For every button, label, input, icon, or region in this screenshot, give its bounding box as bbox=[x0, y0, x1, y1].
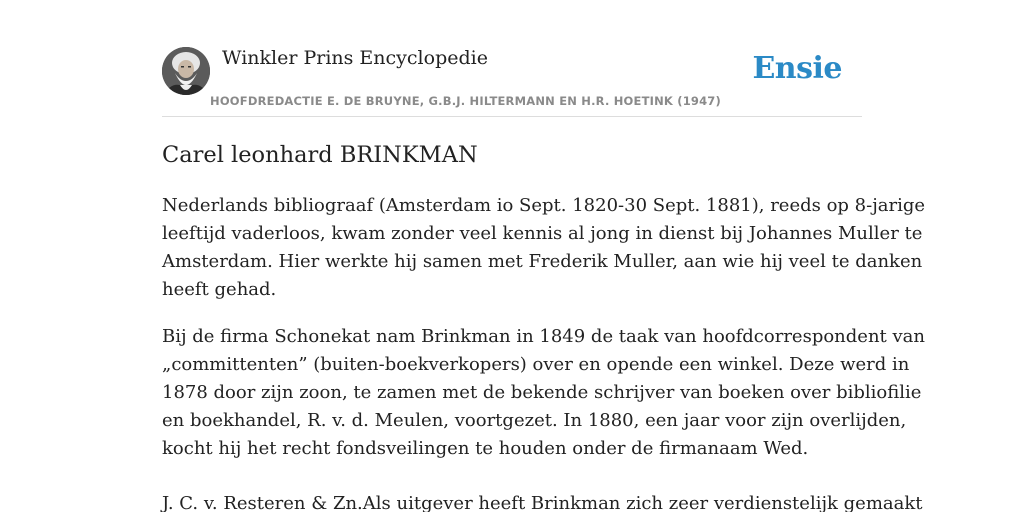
page-container bbox=[162, 0, 926, 512]
paragraph-line: leeftijd vaderloos, kwam zonder veel kennis al jong in dienst bij Johannes Muller te bbox=[162, 223, 923, 244]
paragraph-line: en boekhandel, R. v. d. Meulen, voortgezet. In 1880, een jaar voor zijn overlijden, bbox=[162, 410, 907, 431]
portrait-photo-icon[interactable] bbox=[162, 47, 210, 95]
paragraph-line: Nederlands bibliograaf (Amsterdam io Sept. 1820-30 Sept. 1881), reeds op 8-jarige bbox=[162, 195, 926, 216]
article-paragraph bbox=[162, 490, 923, 512]
encyclopedia-editors-subtitle: HOOFDREDACTIE E. DE BRUYNE, G.B.J. HILTERMANN EN H.R. HOETINK (1947) bbox=[210, 94, 721, 108]
article-paragraph bbox=[162, 192, 926, 304]
paragraph-line: heeft gehad. bbox=[162, 279, 277, 300]
site-header bbox=[162, 0, 862, 117]
ensie-logo-link[interactable]: Ensie bbox=[752, 51, 842, 86]
site-title[interactable]: Winkler Prins Encyclopedie bbox=[222, 47, 488, 69]
article-title: Carel leonhard BRINKMAN bbox=[162, 142, 478, 168]
paragraph-line: J. C. v. Resteren & Zn.Als uitgever heeft Brinkman zich zeer verdienstelijk gemaakt bbox=[162, 493, 923, 512]
paragraph-line: Amsterdam. Hier werkte hij samen met Frederik Muller, aan wie hij veel te danken bbox=[162, 251, 923, 272]
paragraph-line: kocht hij het recht fondsveilingen te houden onder de firmanaam Wed. bbox=[162, 438, 809, 459]
paragraph-line: Bij de firma Schonekat nam Brinkman in 1849 de taak van hoofdcorrespondent van bbox=[162, 326, 925, 347]
article-paragraph bbox=[162, 323, 925, 463]
paragraph-line: 1878 door zijn zoon, te zamen met de bekende schrijver van boeken over bibliofilie bbox=[162, 382, 922, 403]
paragraph-line: „committenten” (buiten-boekverkopers) over en opende een winkel. Deze werd in bbox=[162, 354, 910, 375]
